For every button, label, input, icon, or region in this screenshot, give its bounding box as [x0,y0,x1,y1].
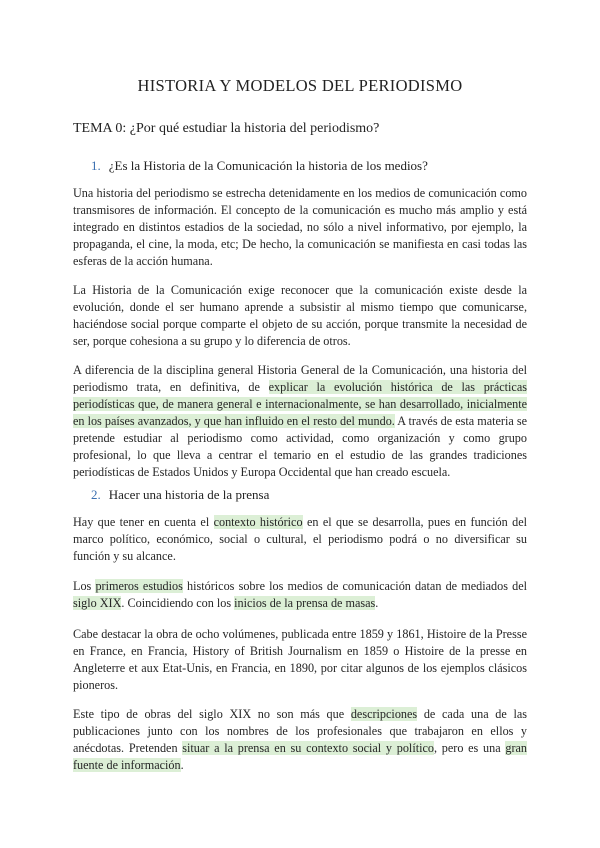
text-run: de cada una de las publicaciones junto con los nombres de los profesionales que trabajaron en ellos y anécdotas. Pretenden [73,707,527,755]
topic-heading: TEMA 0: ¿Por qué estudiar la historia del periodismo? [73,121,380,136]
text-run: . [375,596,379,610]
text-run: A través de esta materia se pretende estudiar al periodismo como actividad, como organización y como grupo profesional, lo que lleva a centrar el temario en el estudio de las grandes tradiciones periodísticas de Estados Unidos y Europa Occidental que han creado escuela. [73,414,527,479]
highlighted-text: descripciones [350,707,418,721]
section-heading-1 [91,158,428,174]
section-number: 2. [91,487,101,502]
highlighted-text: siglo XIX [73,596,122,610]
paragraph-5 [73,578,527,612]
text-run: Este tipo de obras del siglo XIX no son más que [73,707,351,721]
section-title: Hacer una historia de la prensa [108,487,270,502]
paragraph-7 [73,706,527,774]
paragraph-4 [73,514,527,565]
text-run: , pero es una [433,741,506,755]
section-heading-2 [91,487,269,503]
highlighted-text: contexto histórico [213,515,303,529]
paragraph-2: La Historia de la Comunicación exige reconocer que la comunicación existe desde la evolución, donde el ser humano aprende a subsistir al mismo tiempo que comunicarse, haciéndose social porque comparte el objeto de su acción, porque transmite la necesidad de ser, porque cohesiona a su grupo y lo diferencia de otros. [73,283,527,348]
paragraph-6: Cabe destacar la obra de ocho volúmenes, publicada entre 1859 y 1861, Histoire de la Presse en France, en Francia, History of British Journalism en 1859 o Histoire de la presse en Angleterre et aux Etat-Unis, en Francia, en 1890, por citar algunos de los ejemplos clásicos pioneros. [73,627,527,692]
paragraph-1: Una historia del periodismo se estrecha detenidamente en los medios de comunicación como transmisores de información. El concepto de la comunicación es mucho más amplio y está integrado en distintos estadios de la sociedad, no sólo a nivel informativo, por ejemplo, la propaganda, el cine, la moda, etc; De hecho, la comunicación se manifiesta en casi todas las esferas de la acción humana. [73,186,527,268]
text-run: . [180,758,184,772]
document-title: HISTORIA Y MODELOS DEL PERIODISMO [137,76,463,95]
highlighted-text: inicios de la prensa de masas [234,596,376,610]
highlighted-text: situar a la prensa en su contexto social y político [182,741,434,755]
section-title: ¿Es la Historia de la Comunicación la historia de los medios? [108,158,428,173]
text-run: Los [73,579,96,593]
highlighted-text: gran fuente de información [73,741,528,772]
highlighted-text: explicar la evolución histórica de las prácticas periodísticas que, de manera general e internacionalmente, se han desarrollado, inicialmente en los países avanzados, y que han influido en el resto del mundo. [73,380,527,428]
text-run: . Coincidiendo con los [121,596,235,610]
text-run: Hay que tener en cuenta el [73,515,214,529]
text-run: A diferencia de la disciplina general Historia General de la Comunicación, una historia del periodismo trata, en definitiva, de [73,363,527,394]
paragraph-3 [73,362,527,481]
highlighted-text: primeros estudios [95,579,183,593]
text-run: históricos sobre los medios de comunicación datan de mediados del [182,579,527,593]
text-run: en el que se desarrolla, pues en función del marco político, económico, social o cultural, el periodismo podrá o no diversificar su función y su alcance. [73,515,528,563]
section-number: 1. [91,158,101,173]
